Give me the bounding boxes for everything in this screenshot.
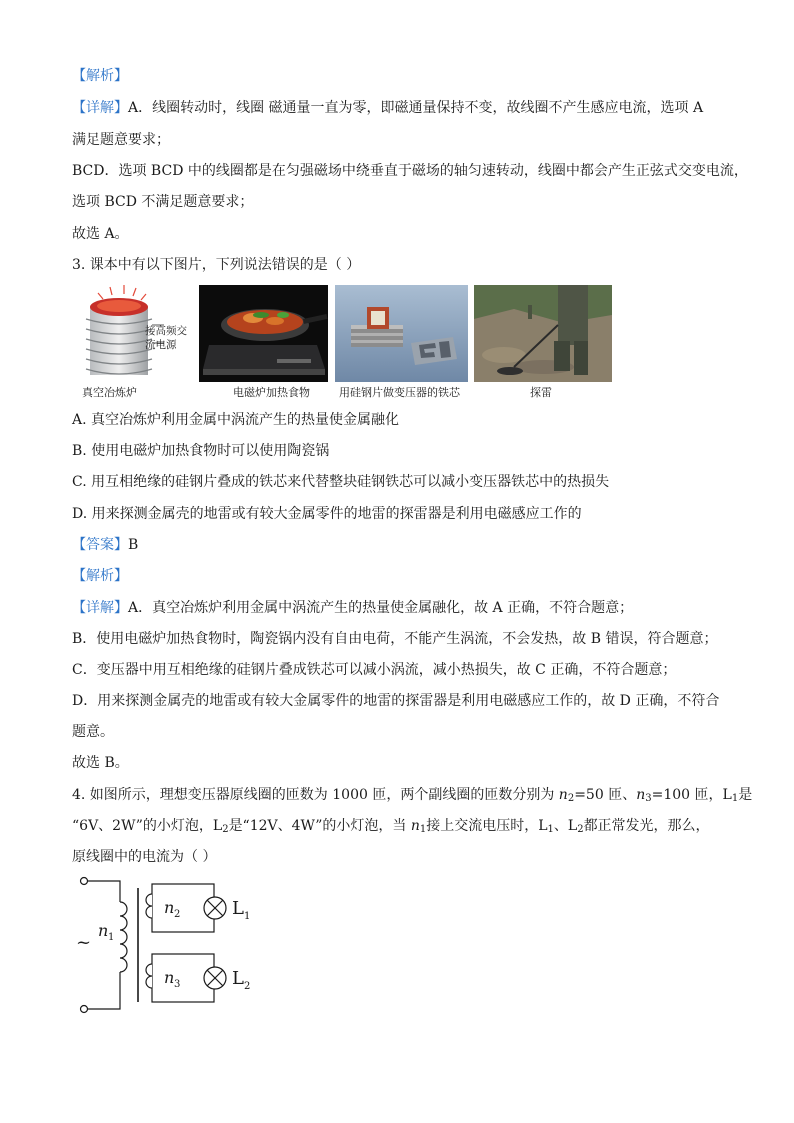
transformer-circuit xyxy=(66,872,266,1017)
furnace-label-2: 流电源 xyxy=(145,339,177,351)
detail-line-3: BCD．选项 BCD 中的线圈都是在匀强磁场中绕垂直于磁场的轴匀速转动，线圈中都会产生正弦式交变电流， xyxy=(72,163,748,179)
q3-detail-2: B．使用电磁炉加热食物时，陶瓷锅内没有自由电荷，不能产生涡流，不会发热，故 B 错误，符合题意； xyxy=(72,631,718,647)
detail-line-2: 满足题意要求； xyxy=(72,132,170,148)
detail-line-1 xyxy=(72,98,703,118)
q3-detail-1 xyxy=(72,598,633,618)
n2-label: n xyxy=(164,898,175,917)
q4-symbol: n xyxy=(636,787,646,803)
answer-value: B xyxy=(128,537,139,553)
q3-detail-3: C．变压器中用互相绝缘的硅钢片叠成铁芯可以减小涡流，减小热损失，故 C 正确，不符合题意； xyxy=(72,662,677,678)
option-a: A. 真空冶炼炉利用金属中涡流产生的热量使金属融化 xyxy=(72,412,400,428)
n3-label: n xyxy=(164,968,175,987)
caption-cooker: 电磁炉加热食物 xyxy=(233,386,310,399)
xiangjie-tag: 【详解】 xyxy=(72,600,128,616)
n2-sub: 2 xyxy=(174,909,181,920)
caption-core: 用硅钢片做变压器的铁芯 xyxy=(339,386,460,399)
q3-detail-4: D．用来探测金属壳的地雷或有较大金属零件的地雷的探雷器是利用电磁感应工作的，故 D 正确，不符合 xyxy=(72,693,720,709)
induction-cooker-photo xyxy=(199,285,328,382)
q4-text: =100 匝，L xyxy=(651,787,732,803)
ac-source-symbol: ~ xyxy=(76,932,92,953)
mine-detection-photo xyxy=(474,285,612,382)
caption-furnace: 真空冶炼炉 xyxy=(82,386,137,399)
caption-mine: 探雷 xyxy=(530,386,552,399)
L2-sub: 2 xyxy=(244,981,251,992)
q4-text: 4. 如图所示，理想变压器原线圈的匝数为 1000 匝，两个副线圈的匝数分别为 xyxy=(72,787,559,803)
q3-detail-5: 题意。 xyxy=(72,724,114,740)
q4-text: =50 匝、 xyxy=(574,787,637,803)
option-b: B. 使用电磁炉加热食物时可以使用陶瓷锅 xyxy=(72,443,330,459)
L1-label: L xyxy=(232,898,244,919)
q4-text: 都正常发光，那么， xyxy=(583,818,710,834)
q3-stem: 3. 课本中有以下图片，下列说法错误的是（ ） xyxy=(72,257,361,273)
n1-sub: 1 xyxy=(108,932,115,943)
q3-conclusion: 故选 B。 xyxy=(72,755,129,771)
furnace-illustration xyxy=(72,285,197,382)
option-d: D. 用来探测金属壳的地雷或有较大金属零件的地雷的探雷器是利用电磁感应工作的 xyxy=(72,506,582,522)
q4-symbol: n xyxy=(558,787,568,803)
answer-tag: 【答案】 xyxy=(72,537,128,553)
q4-stem-line-2 xyxy=(72,816,710,840)
detail-text: A．线圈转动时，线圈 磁通量一直为零，即磁通量保持不变，故线圈不产生感应电流，选项 A xyxy=(128,100,704,116)
q4-text: 接上交流电压时，L xyxy=(426,818,548,834)
detail-text: A．真空冶炼炉利用金属中涡流产生的热量使金属融化，故 A 正确，不符合题意； xyxy=(128,600,634,616)
L1-sub: 1 xyxy=(244,911,251,922)
q4-sub: 1 xyxy=(419,824,427,835)
furnace-label-1: 接高频交 xyxy=(145,325,187,337)
n3-sub: 3 xyxy=(174,979,181,990)
answer-line xyxy=(72,535,138,555)
conclusion-line: 故选 A。 xyxy=(72,226,129,242)
q4-text: “6V、2W”的小灯泡，L xyxy=(72,818,223,834)
q4-sub: 2 xyxy=(577,824,584,835)
transformer-core-photo xyxy=(335,285,468,382)
detail-line-4: 选项 BCD 不满足题意要求； xyxy=(72,194,254,210)
n1-label: n xyxy=(98,921,109,940)
jiexi-heading-1: 【解析】 xyxy=(72,68,128,84)
q4-stem-line-3: 原线圈中的电流为（ ） xyxy=(72,849,217,865)
q4-text: 是 xyxy=(738,787,753,803)
L2-label: L xyxy=(232,968,244,989)
q4-stem-line-1 xyxy=(72,785,752,809)
q4-sub: 1 xyxy=(731,793,739,804)
q4-text: 是“12V、4W”的小灯泡，当 xyxy=(228,818,411,834)
q4-sub: 2 xyxy=(567,793,575,804)
option-c: C. 用互相绝缘的硅钢片叠成的铁芯来代替整块硅钢铁芯可以减小变压器铁芯中的热损失 xyxy=(72,474,610,490)
q4-symbol: n xyxy=(410,818,420,834)
q4-sub: 2 xyxy=(222,824,229,835)
q4-sub: 3 xyxy=(645,793,652,804)
q4-text: 、L xyxy=(553,818,578,834)
jiexi-heading-2: 【解析】 xyxy=(72,568,128,584)
xiangjie-tag: 【详解】 xyxy=(72,100,128,116)
q4-sub: 1 xyxy=(547,824,554,835)
